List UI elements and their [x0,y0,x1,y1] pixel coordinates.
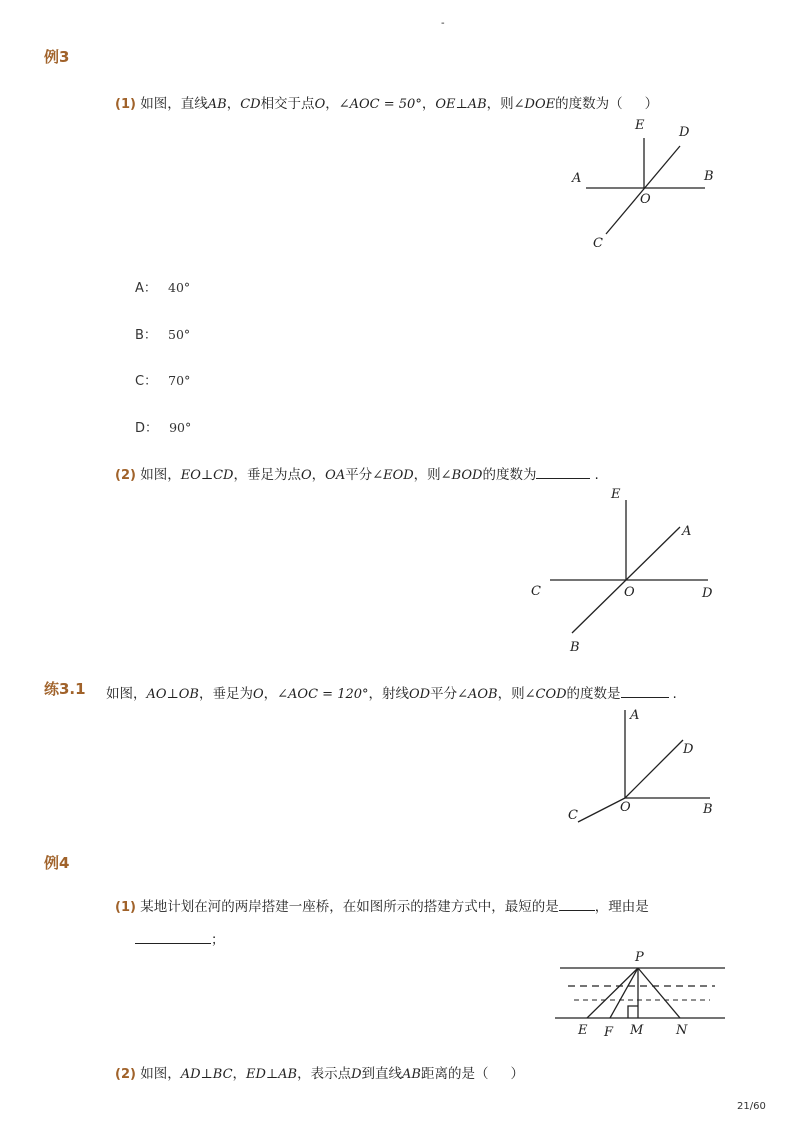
math: ∠AOB [457,687,498,702]
bridge-pf [610,968,638,1018]
stem-text: 的度数为（ [555,96,623,112]
math: D [351,1067,362,1082]
math: ∠AOC = 50° [338,97,422,112]
stem-text: 距离的是（ [421,1066,489,1082]
point-label-f: F [604,1025,614,1040]
stem-text: ，表示点 [297,1066,352,1082]
stem-text: ，则 [486,96,514,112]
practice-3-1-label: 练3.1 [44,680,86,698]
stem-text: ， [226,96,241,112]
ex3-q1-number: (1) [115,97,136,112]
answer-blank[interactable] [536,466,590,479]
example-4-label: 例4 [44,854,70,872]
line-cd [606,146,680,234]
ray-od [625,740,683,798]
point-label-o: O [620,800,631,815]
math: AD⊥BC [180,1067,233,1082]
point-label-c: C [593,236,603,251]
stem-text: 到直线 [361,1066,403,1082]
point-label-m: M [630,1023,644,1038]
stem-text: ） [510,1066,524,1082]
example-3-label: 例3 [44,48,70,66]
point-label-c: C [568,808,578,823]
ex4-q2-stem [115,1062,524,1082]
ex3-q2-stem [115,463,599,483]
right-angle-mark [628,1006,638,1018]
stem-text: ， [263,686,278,702]
stem-text: 的度数为 [482,467,537,483]
stem-text: ，理由是 [594,899,649,915]
math: OE⊥AB [435,97,487,112]
ex4-q1-stem [115,895,649,915]
math: ∠DOE [513,97,556,112]
page-header-mark: - [441,18,445,29]
ray-oc [578,798,625,822]
stem-text: ，垂足为 [198,686,253,702]
bridge-pn [638,968,680,1018]
math: AO⊥OB [146,687,199,702]
point-label-e: E [635,118,645,133]
answer-blank[interactable] [621,685,669,698]
point-label-a: A [682,524,692,539]
stem-text: ， [232,1066,247,1082]
answer-blank[interactable] [135,931,211,944]
stem-text: ，射线 [368,686,410,702]
option-d[interactable] [135,417,191,436]
math: EO⊥CD [180,468,234,483]
option-b[interactable] [135,324,190,343]
ex4-q1-number: (1) [115,900,136,915]
math: CD [240,97,261,112]
ex3-q2-figure [520,485,730,655]
point-label-a: A [572,171,582,186]
option-a[interactable] [135,277,190,296]
point-label-a: A [630,708,640,723]
stem-text: 如图， [140,1066,181,1082]
ex3-q2-number: (2) [115,468,136,483]
ex4-q1-reason-line [135,928,225,948]
stem-text: ； [211,932,225,948]
option-value: 70° [168,373,191,388]
point-label-d: D [679,125,690,140]
stem-text: 如图， [140,467,181,483]
point-label-o: O [640,192,651,207]
stem-text: . [594,467,599,483]
stem-text: 某地计划在河的两岸搭建一座桥，在如图所示的搭建方式中，最短的是 [140,899,559,915]
bridge-pe [587,968,638,1018]
point-label-b: B [703,802,713,817]
ex4-q2-number: (2) [115,1067,136,1082]
math: OA [325,468,346,483]
option-key: A： [135,281,157,296]
stem-text: ，垂足为点 [233,467,301,483]
option-c[interactable] [135,370,190,389]
stem-text: ， [311,467,326,483]
point-label-c: C [531,584,541,599]
point-label-b: B [704,169,714,184]
math: ∠BOD [440,468,483,483]
math: O [252,687,264,702]
ex4-q1-figure [550,948,730,1040]
stem-text: ，则 [413,467,441,483]
option-value: 90° [169,420,192,435]
stem-text: . [672,686,677,702]
stem-text: ， [421,96,436,112]
point-label-d: D [702,586,713,601]
math: ED⊥AB [246,1067,298,1082]
math: O [300,468,312,483]
option-value: 40° [168,280,191,295]
page-number: 21/60 [737,1101,766,1112]
math: AB [402,1067,421,1082]
stem-text: 相交于点 [260,96,315,112]
option-value: 50° [168,327,191,342]
math: ∠COD [524,687,567,702]
point-label-e: E [578,1023,588,1038]
ex3-q1-stem [115,92,658,112]
option-key: C： [135,374,158,389]
option-key: D： [135,421,159,436]
stem-text: 的度数是 [566,686,621,702]
point-label-b: B [570,640,580,655]
point-label-n: N [676,1023,688,1038]
point-label-p: P [635,950,644,965]
point-label-o: O [624,585,635,600]
stem-text: ，则 [497,686,525,702]
stem-text: ） [644,96,659,112]
math: ∠EOD [372,468,414,483]
stem-text: 平分 [345,467,373,483]
stem-text: ， [325,96,339,112]
practice-3-1-stem [106,682,677,702]
stem-text: 如图，直线 [140,96,208,112]
math: AB [207,97,227,112]
stem-text: 平分 [430,686,458,702]
option-key: B： [135,328,157,343]
point-label-d: D [683,742,694,757]
math: ∠AOC = 120° [277,687,369,702]
stem-text: 如图， [106,686,147,702]
practice-3-1-figure [560,700,730,830]
point-label-e: E [611,487,621,502]
answer-blank[interactable] [559,898,595,911]
ex3-q1-figure [560,112,730,257]
math: OD [409,687,431,702]
math: O [314,97,326,112]
